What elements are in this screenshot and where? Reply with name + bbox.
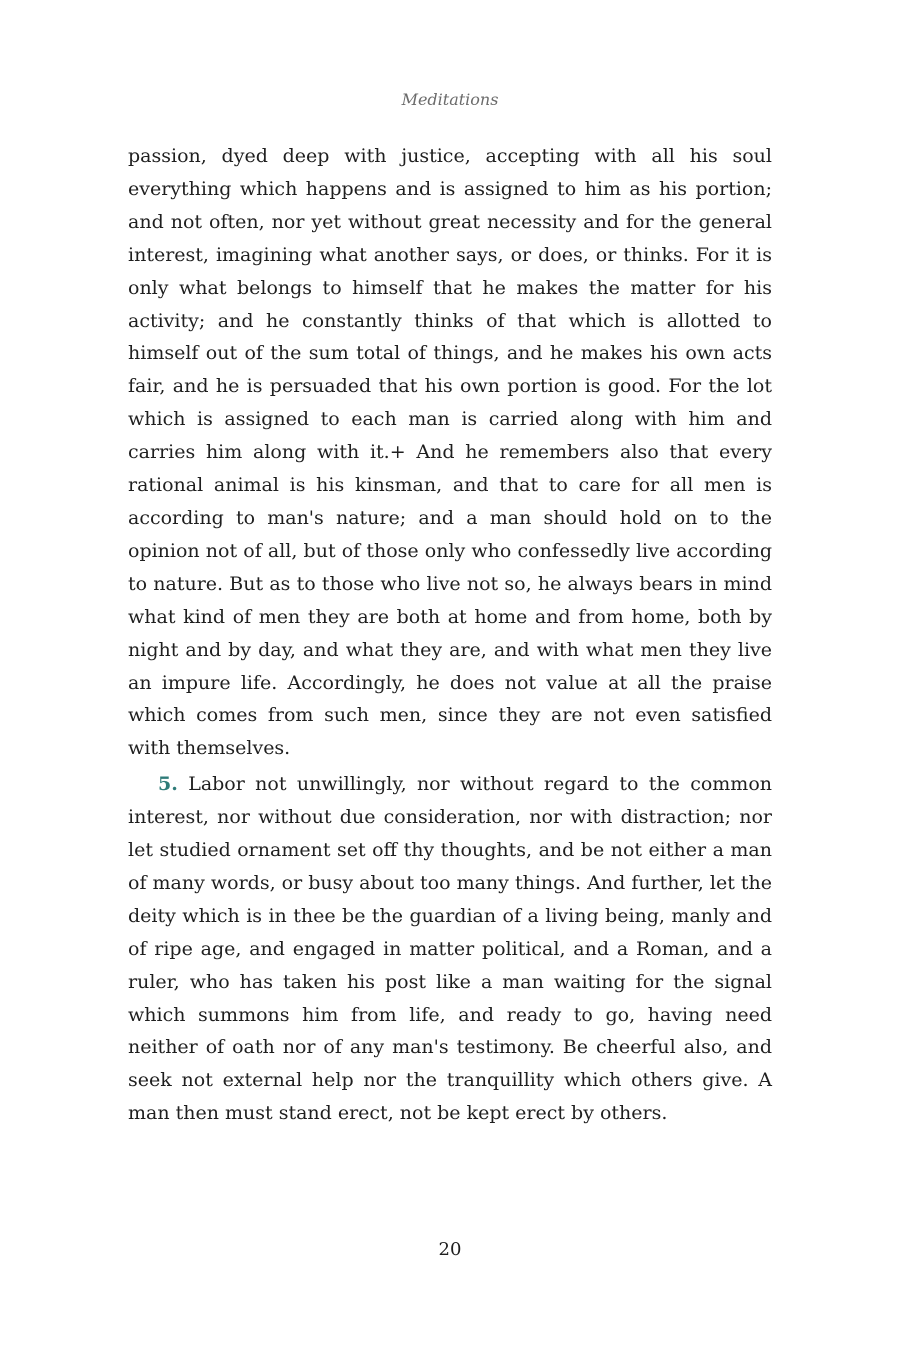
section-5-paragraph bbox=[128, 768, 772, 1130]
section-5-text: Labor not unwillingly, nor without regard to the common interest, nor without due consideration, nor with distraction; nor let studied ornament set off thy thoughts, and be not either a man of many words, or busy about too many things. And further, let the deity which is in thee be the guardian of a living being, manly and of ripe age, and engaged in matter political, and a Roman, and a ruler, who has taken his post like a man waiting for the signal which summons him from life, and ready to go, having need neither of oath nor of any man's testimony. Be cheerful also, and seek not external help nor the tranquillity which others give. A man then must stand erect, not be kept erect by others. bbox=[128, 773, 772, 1125]
page-body bbox=[128, 140, 772, 1130]
continued-paragraph: passion, dyed deep with justice, accepting with all his soul everything which happens and is assigned to him as his portion; and not often, nor yet without great necessity and for the general interest, imagining what another says, or does, or thinks. For it is only what belongs to himself that he makes the matter for his activity; and he constantly thinks of that which is allotted to himself out of the sum total of things, and he makes his own acts fair, and he is persuaded that his own portion is good. For the lot which is assigned to each man is carried along with him and carries him along with it.+ And he remembers also that every rational animal is his kinsman, and that to care for all men is according to man's nature; and a man should hold on to the opinion not of all, but of those only who confessedly live according to nature. But as to those who live not so, he always bears in mind what kind of men they are both at home and from home, both by night and by day, and what they are, and with what men they live an impure life. Accordingly, he does not value at all the praise which comes from such men, since they are not even satisfied with themselves. bbox=[128, 145, 772, 760]
running-head-title: Meditations bbox=[401, 90, 499, 109]
page-number: 20 bbox=[438, 1239, 462, 1260]
section-number: 5. bbox=[158, 773, 178, 796]
